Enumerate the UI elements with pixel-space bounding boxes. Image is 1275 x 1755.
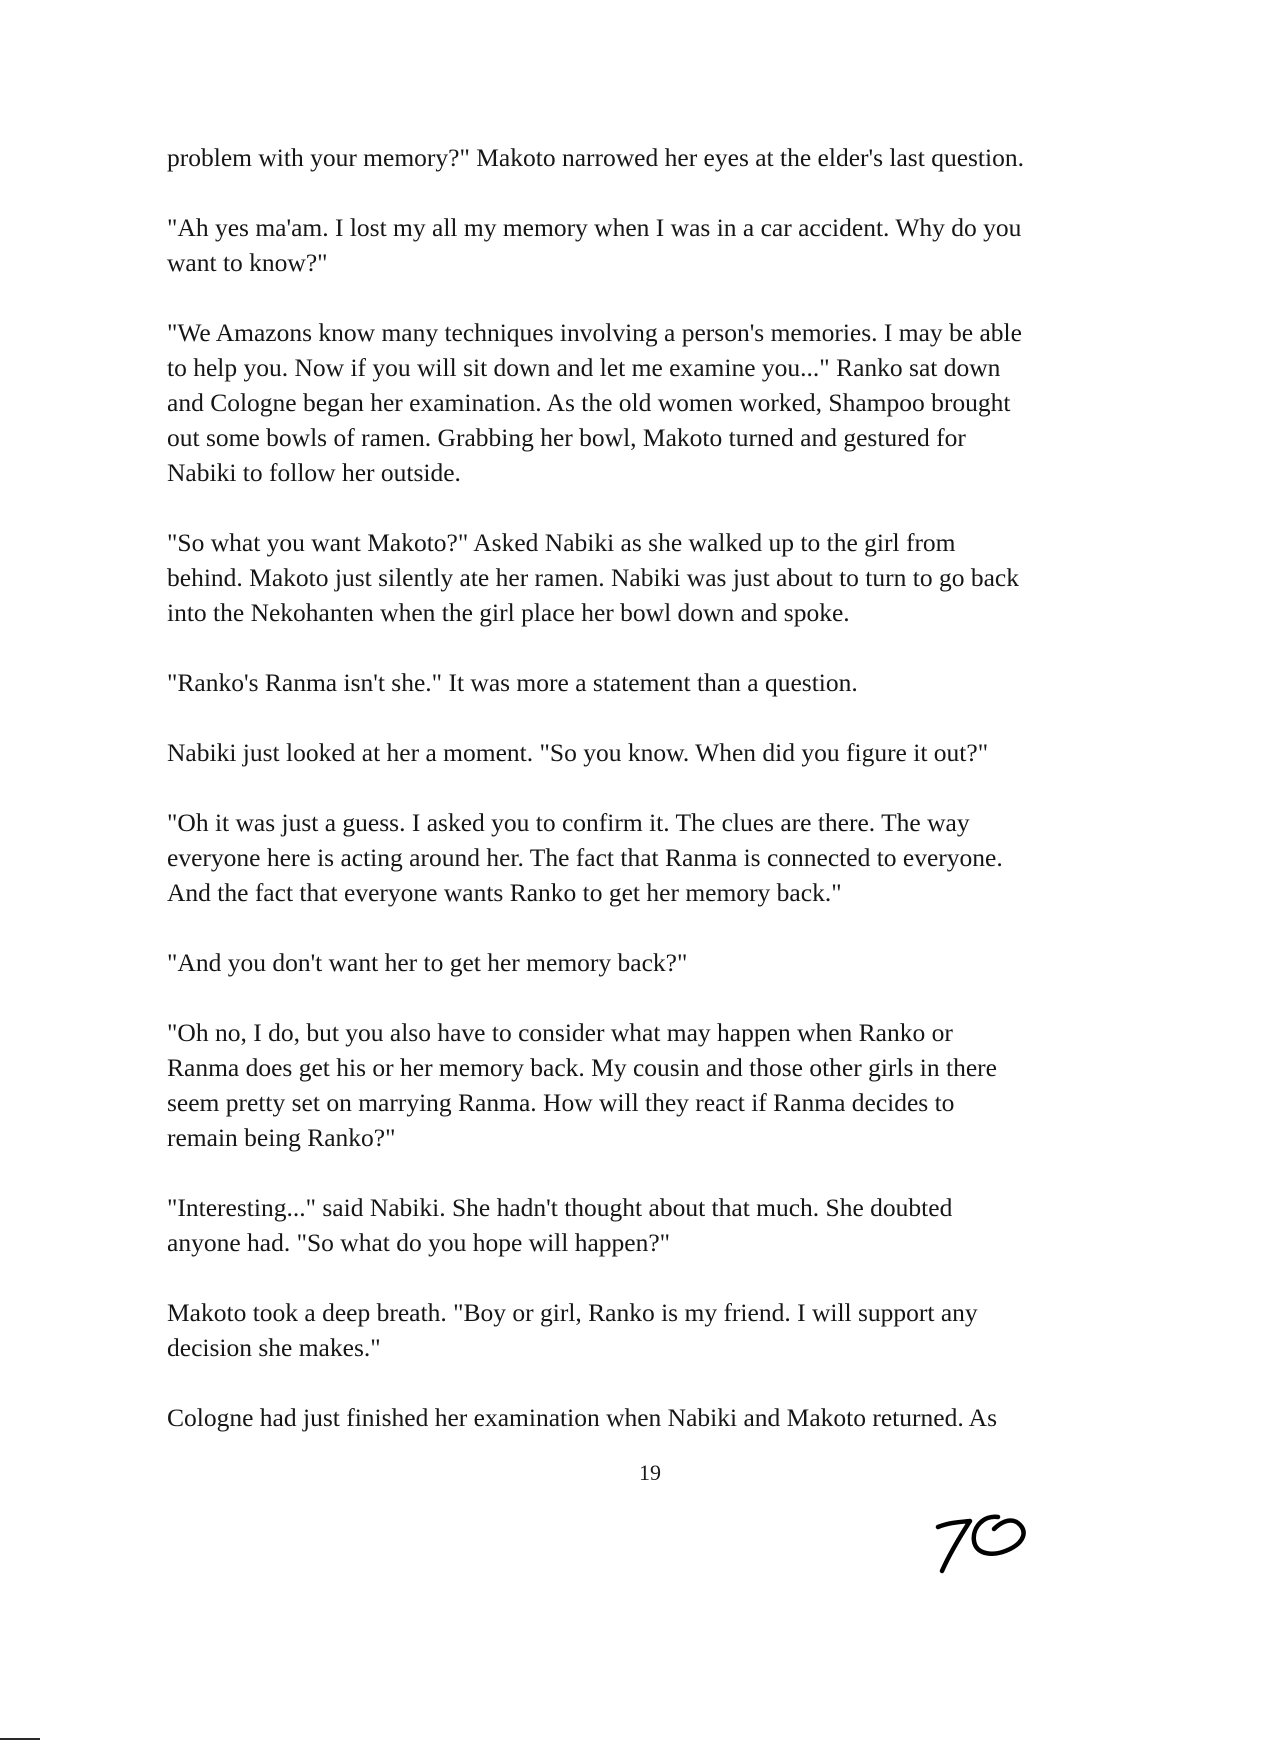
paragraph-10 <box>167 1190 1127 1260</box>
text-line: "And you don't want her to get her memory back?" <box>167 948 688 977</box>
text-line: "Oh no, I do, but you also have to consider what may happen when Ranko or <box>167 1018 953 1047</box>
text-line: seem pretty set on marrying Ranma. How will they react if Ranma decides to <box>167 1088 955 1117</box>
text-line: into the Nekohanten when the girl place her bowl down and spoke. <box>167 598 850 627</box>
text-line: "So what you want Makoto?" Asked Nabiki as she walked up to the girl from <box>167 528 956 557</box>
paragraph-9 <box>167 1015 1127 1155</box>
handwritten-page-number <box>928 1505 1038 1577</box>
text-line: Ranma does get his or her memory back. My cousin and those other girls in there <box>167 1053 997 1082</box>
text-line: out some bowls of ramen. Grabbing her bowl, Makoto turned and gestured for <box>167 423 966 452</box>
text-line: behind. Makoto just silently ate her ramen. Nabiki was just about to turn to go back <box>167 563 1019 592</box>
text-line: anyone had. "So what do you hope will happen?" <box>167 1228 671 1257</box>
scan-edge-mark <box>0 1738 40 1740</box>
text-line: Nabiki to follow her outside. <box>167 458 461 487</box>
paragraph-7 <box>167 805 1127 910</box>
text-line: "Ranko's Ranma isn't she." It was more a statement than a question. <box>167 668 858 697</box>
text-line: Makoto took a deep breath. "Boy or girl, Ranko is my friend. I will support any <box>167 1298 978 1327</box>
paragraph-1 <box>167 140 1127 175</box>
paragraph-2 <box>167 210 1127 280</box>
story-text <box>167 140 1127 1470</box>
paragraph-5 <box>167 665 1127 700</box>
paragraph-12 <box>167 1400 1127 1435</box>
text-line: "Oh it was just a guess. I asked you to confirm it. The clues are there. The way <box>167 808 970 837</box>
paragraph-11 <box>167 1295 1127 1365</box>
text-line: Nabiki just looked at her a moment. "So you know. When did you figure it out?" <box>167 738 989 767</box>
text-line: everyone here is acting around her. The fact that Ranma is connected to everyone. <box>167 843 1003 872</box>
text-line: And the fact that everyone wants Ranko to get her memory back." <box>167 878 842 907</box>
paragraph-8 <box>167 945 1127 980</box>
text-line: to help you. Now if you will sit down and let me examine you..." Ranko sat down <box>167 353 1001 382</box>
paragraph-4 <box>167 525 1127 630</box>
text-line: remain being Ranko?" <box>167 1123 396 1152</box>
text-line: decision she makes." <box>167 1333 381 1362</box>
text-line: "Interesting..." said Nabiki. She hadn't thought about that much. She doubted <box>167 1193 953 1222</box>
text-line: and Cologne began her examination. As the old women worked, Shampoo brought <box>167 388 1011 417</box>
text-line: problem with your memory?" Makoto narrowed her eyes at the elder's last question. <box>167 143 1024 172</box>
page-number: 19 <box>639 1460 661 1485</box>
text-line: Cologne had just finished her examination when Nabiki and Makoto returned. As <box>167 1403 997 1432</box>
paragraph-3 <box>167 315 1127 490</box>
paragraph-6 <box>167 735 1127 770</box>
text-line: "We Amazons know many techniques involving a person's memories. I may be able <box>167 318 1022 347</box>
text-line: "Ah yes ma'am. I lost my all my memory when I was in a car accident. Why do you <box>167 213 1022 242</box>
text-line: want to know?" <box>167 248 328 277</box>
